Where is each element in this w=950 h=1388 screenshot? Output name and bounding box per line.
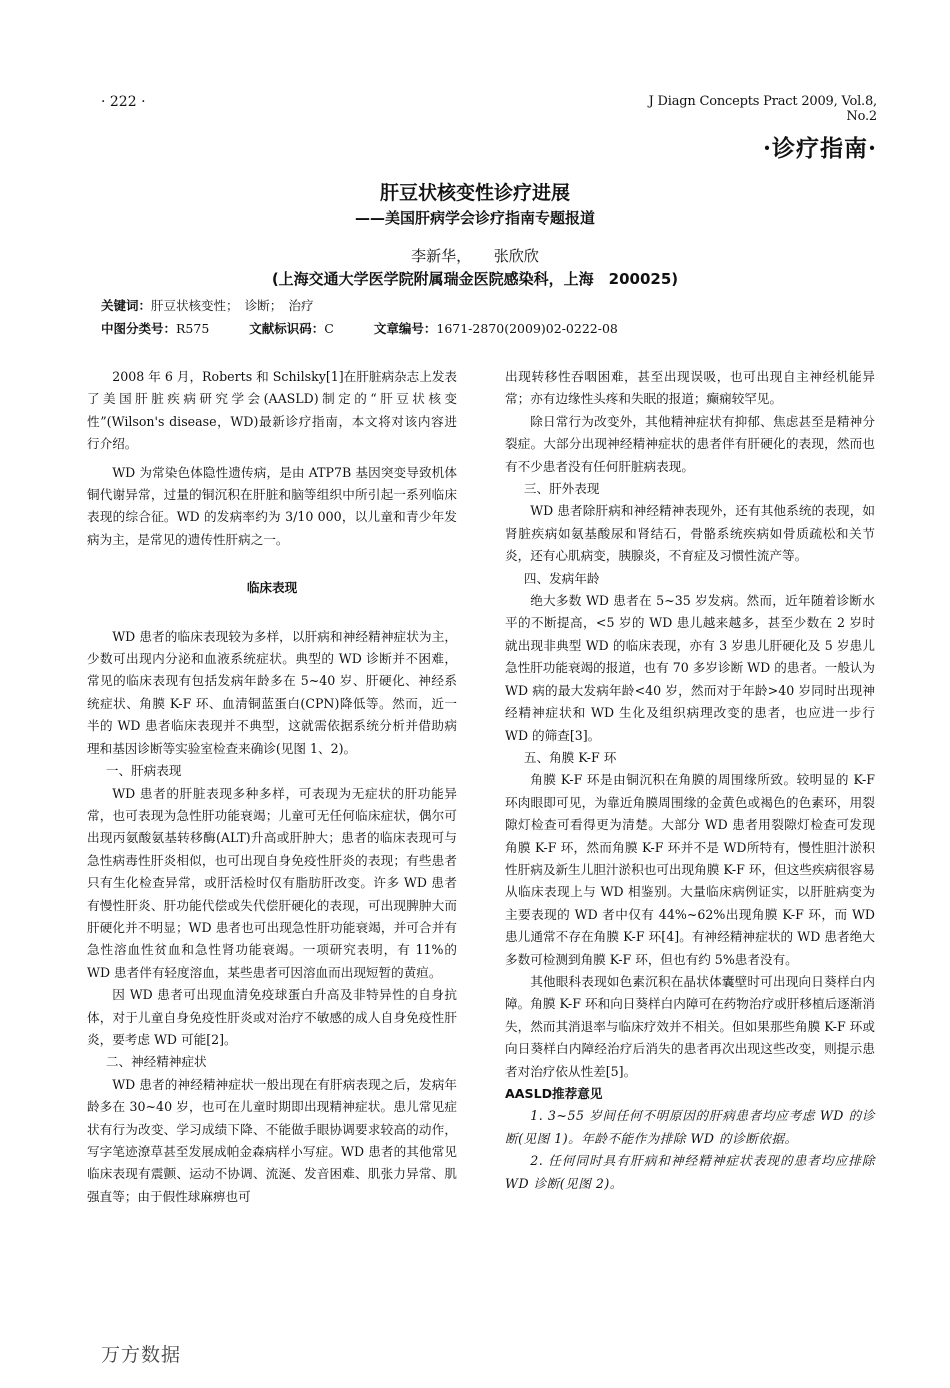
paragraph: WD 患者的神经精神症状一般出现在有肝病表现之后，发病年龄多在 30~40 岁，也可在儿童时期即出现精神症状。患儿常见症状有行为改变、学习成绩下降、不能做手眼协调要求较高的动作，写字笔迹潦草甚至发展成帕金森病样小写症。WD 患者的其他常见临床表现有震颤、运动不协调、流涎、发音困难、肌张力异常、肌强直等；由于假性球麻痹也可 [87,1076,457,1204]
paragraph: 其他眼科表现如色素沉积在晶状体囊壁时可出现向日葵样白内障。角膜 K-F 环和向日葵样白内障可在药物治疗或肝移植后逐渐消失，然而其消退率与临床疗效并不相关。但如果那些角膜 K-F 环或向日葵样白内障经治疗后消失的患者再次出现这些改变，则提示患者对治疗依从性差[5]。 [505,973,875,1079]
keywords-label: 关键词： [101,298,152,313]
paragraph: WD 患者的肝脏表现多种多样，可表现为无症状的肝功能异常，也可表现为急性肝功能衰竭；儿童可无任何临床症状，偶尔可出现丙氨酸氨基转移酶(ALT)升高或肝肿大；患者的临床表现可与急性病毒性肝炎相似，也可出现自身免疫性肝炎的表现；有些患者只有生化检查异常，或肝活检时仅有脂肪肝改变。许多 WD 患者有慢性肝炎、肝功能代偿或失代偿肝硬化的表现，可出现脾肿大而肝硬化并不明显；WD 患者也可出现急性肝功能衰竭，并可合并有急性溶血性贫血和急性肾功能衰竭。一项研究表明，有 11%的 WD 患者伴有轻度溶血，某些患者可因溶血而出现短暂的黄疸。 [87,785,457,980]
recommendation: 2. 任何同时具有肝病和神经精神症状表现的患者均应排除 WD 诊断(见图 2)。 [505,1153,875,1191]
recommendation-heading: AASLD推荐意见 [505,1086,603,1101]
keywords-line [101,296,314,314]
subheading: 五、角膜 K-F 环 [523,749,617,765]
watermark: 万方数据 [101,1344,182,1366]
section-tag: ·诊疗指南· [762,135,877,162]
left-column [87,366,457,1208]
clc: 中图分类号：R575 [101,321,210,336]
paragraph: 2008 年 6 月，Roberts 和 Schilsky[1]在肝脏病杂志上发表了美国肝脏疾病研究学会(AASLD)制定的“肝豆状核变性”(Wilson's disease，WD)最新诊疗指南，本文将对该内容进行介绍。 [87,369,458,452]
right-column [505,366,875,1195]
paragraph: 除日常行为改变外，其他精神症状有抑郁、焦虑甚至是精神分裂症。大部分出现神经精神症状的患者伴有肝硬化的表现，然而也有不少患者没有任何肝脏病表现。 [505,413,875,474]
paragraph: 出现转移性吞咽困难，甚至出现误吸，也可出现自主神经机能异常；亦有边缘性头疼和失眠的报道；癫痫较罕见。 [505,369,875,407]
classification-line [101,319,654,337]
affiliation: (上海交通大学医学院附属瑞金医院感染科，上海 200025) [271,270,679,288]
subheading: 三、肝外表现 [523,481,600,497]
article-id: 文章编号：1671-2870(2009)02-0222-08 [373,321,618,336]
paragraph: 绝大多数 WD 患者在 5~35 岁发病。然而，近年随着诊断水平的不断提高，<5 岁的 WD 患儿越来越多，甚至少数在 2 岁时就出现非典型 WD 的临床表现，亦有 3 岁患儿肝硬化及 5 岁患儿急性肝功能衰竭的报道，也有 70 多岁诊断 WD 的患者。一般认为 WD 病的最大发病年龄<40 岁，然而对于年龄>40 岁同时出现神经精神症状和 WD 生化及组织病理改变的患者，也应进一步行 WD 的筛查[3]。 [505,593,875,743]
page-number: · 222 · [101,94,146,110]
keywords: 肝豆状核变性； 诊断； 治疗 [151,298,314,313]
doc-code: 文献标识码：C [249,321,334,336]
article-subtitle: ——美国肝病学会诊疗指南专题报道 [354,209,595,227]
subheading: 四、发病年龄 [523,570,600,586]
authors: 李新华， 张欣欣 [411,247,539,265]
journal-citation: J Diagn Concepts Pract 2009, Vol.8, No.2 [648,94,877,124]
paragraph: 角膜 K-F 环是由铜沉积在角膜的周围缘所致。较明显的 K-F 环肉眼即可见，为靠近角膜周围缘的金黄色或褐色的色素环，用裂隙灯检查可看得更为清楚。大部分 WD 患者用裂隙灯检查可发现角膜 K-F 环，然而角膜 K-F 环并不是 WD所特有，慢性胆汁淤积性肝病及新生儿胆汁淤积也可出现角膜 K-F 环，但这些疾病很容易从临床表现上与 WD 相鉴别。大量临床病例证实，以肝脏病变为主要表现的 WD 者中仅有 44%~62%出现角膜 K-F 环，而 WD 患儿通常不存在角膜 K-F 环[4]。有神经精神症状的 WD 患者绝大多数可检测到角膜 K-F 环，但也有约 5%患者没有。 [505,772,875,967]
subheading: 一、肝病表现 [105,763,182,779]
section-heading: 临床表现 [246,580,298,596]
article-title: 肝豆状核变性诊疗进展 [379,182,570,204]
paragraph: WD 为常染色体隐性遗传病，是由 ATP7B 基因突变导致机体铜代谢异常，过量的铜沉积在肝脏和脑等组织中所引起一系列临床表现的综合征。WD 的发病率约为 3/10 000，以儿童和青少年发病为主，是常见的遗传性肝病之一。 [87,464,457,547]
subheading: 二、神经精神症状 [105,1054,207,1070]
recommendation: 1. 3~55 岁间任何不明原因的肝病患者均应考虑 WD 的诊断(见图 1)。年龄不能作为排除 WD 的诊断依据。 [505,1108,875,1146]
paragraph: WD 患者的临床表现较为多样，以肝病和神经精神症状为主，少数可出现内分泌和血液系统症状。典型的 WD 诊断并不困难，常见的临床表现有包括发病年龄多在 5~40 岁、肝硬化、神经系统症状、角膜 K-F 环、血清铜蓝蛋白(CPN)降低等。然而，近一半的 WD 患者临床表现并不典型，这就需依据系统分析并借助病理和基因诊断等实验室检查来确诊(见图 1、2)。 [87,628,457,756]
paragraph: 因 WD 患者可出现血清免疫球蛋白升高及非特异性的自身抗体，对于儿童自身免疫性肝炎或对治疗不敏感的成人自身免疫性肝炎，要考虑 WD 可能[2]。 [87,987,457,1047]
paragraph: WD 患者除肝病和神经精神表现外，还有其他系统的表现，如肾脏疾病如氨基酸尿和肾结石，骨骼系统疾病如骨质疏松和关节炎，还有心肌病变，胰腺炎，不育症及习惯性流产等。 [505,503,875,564]
